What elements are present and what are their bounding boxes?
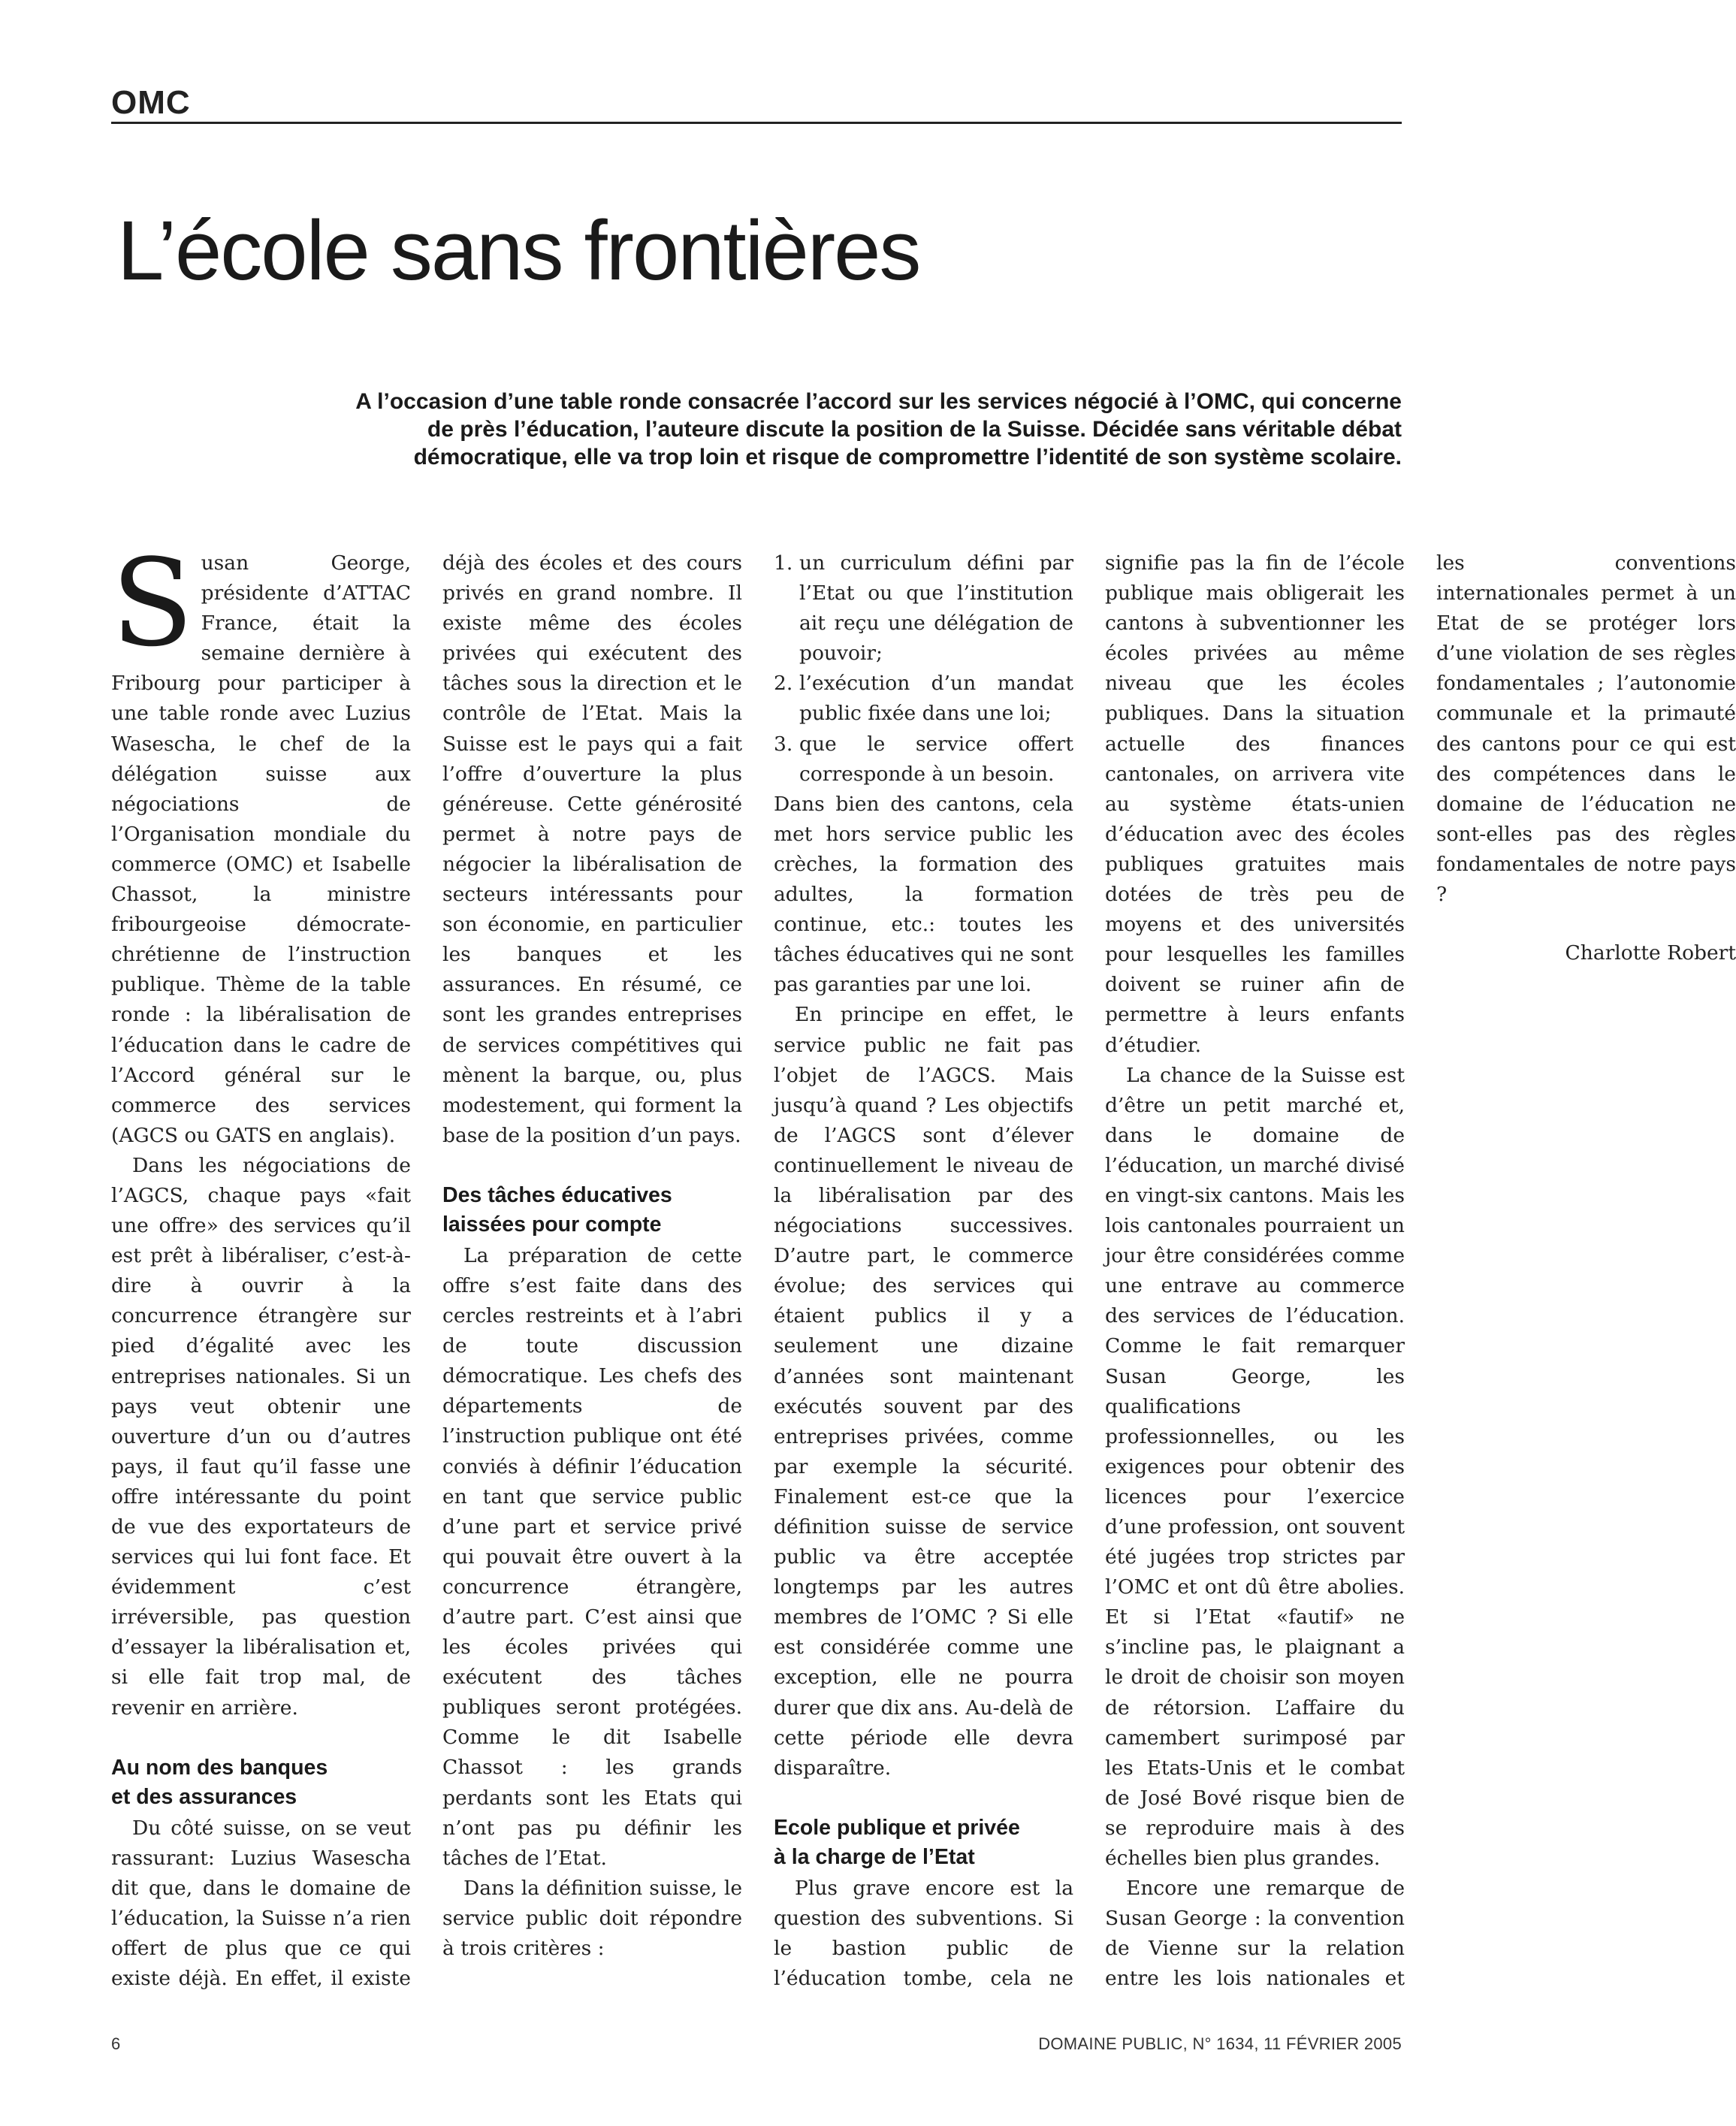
paragraph: Plus grave encore est la question des subventions. Si le bastion public de l’éducation tombe, cela ne signifie pas la fin de l’école publique mais obligerait les cantons à subventionner les écoles privées au même niveau que les écoles publiques. Dans la situation actuelle des finances cantonales, on arrivera vite au système états-unien d’éducation avec des écoles publiques gratuites mais dotées de très peu de moyens et des universités pour lesquelles les familles doivent se ruiner afin de permettre à leurs enfants d’étudier. <box>774 551 1405 1991</box>
subheading: Des tâches éducatives laissées pour compte <box>442 1182 672 1237</box>
lead-line: démocratique, elle va trop loin et risque de compromettre l’identité de son système scolaire. <box>413 445 1402 470</box>
article-lead <box>111 388 1402 471</box>
drop-cap: S <box>111 533 194 673</box>
paragraph: Dans les négociations de l’AGCS, chaque pays «fait une offre» des services qu’il est prêt à libéraliser, c’est-à-dire à ouvrir à la concurrence étrangère sur pied d’égalité avec les entreprises nationales. Si un pays veut obtenir une ouverture d’un ou d’autres pays, il faut qu’il fasse une offre intéressante du point de vue des exportateurs de services qui lui font face. Et évidemment c’est irréversible, pas question d’essayer la libéralisation et, si elle fait trop mal, de revenir en arrière. <box>111 1153 411 1720</box>
author-signature: Charlotte Robert <box>1565 941 1736 965</box>
paragraph: Encore une remarque de Susan George : la convention de Vienne sur la relation entre les lois nationales et les conventions internationales permet à un Etat de se protéger lors d’une violation de ses règles fondamentales ; l’autonomie communale et la primauté des cantons pour ce qui est des compétences dans le domaine de l’éducation ne sont-elles pas des règles fondamentales de notre pays ? <box>1105 551 1736 1991</box>
lead-line: A l’occasion d’une table ronde consacrée l’accord sur les services négocié à l’OMC, qui concerne <box>355 389 1402 414</box>
publication-info: DOMAINE PUBLIC, N° 1634, 11 FÉVRIER 2005 <box>1038 2034 1402 2053</box>
list-item: 3. que le service offert corresponde à un besoin. <box>774 732 1073 786</box>
list-item: 1. un curriculum défini par l’Etat ou que l’institution ait reçu une délégation de pouvoir; <box>774 551 1073 666</box>
subheading: Ecole publique et privée à la charge de l’Etat <box>774 1815 1020 1869</box>
article-title: L’école sans frontières <box>117 204 920 297</box>
paragraph: Susan George, présidente d’ATTAC France, était la semaine dernière à Fribourg pour participer à une table ronde avec Luzius Wasescha, le chef de la délégation suisse aux négociations de l’Organisation mondiale du commerce (OMC) et Isabelle Chassot, la ministre fribourgeoise démocrate-chrétienne de l’instruction publique. Thème de la table ronde : la libéralisation de l’éducation dans le cadre de l’Accord général sur le commerce des services (AGCS ou GATS en anglais). <box>111 533 411 1147</box>
article-body <box>111 533 1736 2021</box>
lead-line: de près l’éducation, l’auteure discute la position de la Suisse. Décidée sans véritable débat <box>427 417 1402 442</box>
paragraph: Dans la définition suisse, le service public doit répondre à trois critères : <box>442 1876 742 1961</box>
page-number: 6 <box>111 2034 121 2053</box>
paragraph: La préparation de cette offre s’est faite dans des cercles restreints et à l’abri de toute discussion démocratique. Les chefs des départements de l’instruction publique ont été conviés à définir l’éducation en tant que service public d’une part et service privé qui pouvait être ouvert à la concurrence étrangère, d’autre part. C’est ainsi que les écoles privées qui exécutent des tâches publiques seront protégées. Comme le dit Isabelle Chassot : les grands perdants sont les Etats qui n’ont pas pu définir les tâches de l’Etat. <box>442 1243 742 1870</box>
section-rule <box>111 122 1402 124</box>
section-tag: OMC <box>111 84 191 121</box>
list-item: 2. l’exécution d’un mandat public fixée dans une loi; <box>774 672 1073 726</box>
paragraph: En principe en effet, le service public ne fait pas l’objet de l’AGCS. Mais jusqu’à quand ? Les objectifs de l’AGCS sont d’élever continuellement le niveau de la libéralisation par des négociations successives. D’autre part, le commerce évolue; des services qui étaient publics il y a seulement une dizaine d’années sont maintenant exécutés souvent par des entreprises privées, comme par exemple la sécurité. Finalement est-ce que la définition suisse de service public va être acceptée longtemps par les autres membres de l’OMC ? Si elle est considérée comme une exception, elle ne pourra durer que dix ans. Au-delà de cette période elle devra disparaître. <box>774 1003 1073 1780</box>
paragraph: La chance de la Suisse est d’être un petit marché et, dans le domaine de l’éducation, un marché divisé en vingt-six cantons. Mais les lois cantonales pourraient un jour être considérées comme une entrave au commerce des services de l’éducation. Comme le fait remarquer Susan George, les qualifications professionnelles, ou les exigences pour obtenir des licences pour l’exercice d’une profession, ont souvent été jugées trop strictes par l’OMC et ont dû être abolies. Et si l’Etat «fautif» ne s’incline pas, le plaignant a le droit de choisir son moyen de rétorsion. L’affaire du camembert surimposé par les Etats-Unis et le combat de José Bové risque bien de se reproduire mais à des échelles bien plus grandes. <box>1105 1063 1405 1871</box>
criteria-list <box>774 548 1073 790</box>
paragraph: Dans bien des cantons, cela met hors service public les crèches, la formation des adultes, la formation continue, etc.: toutes les tâches éducatives qui ne sont pas garanties par une loi. <box>774 792 1073 997</box>
paragraph: Du côté suisse, on se veut rassurant: Luzius Wasescha dit que, dans le domaine de l’éducation, la Suisse n’a rien offert de plus que ce qui existe déjà. En effet, il existe déjà des écoles et des cours privés en grand nombre. Il existe même des écoles privées qui exécutent des tâches sous la direction et le contrôle de l’Etat. Mais la Suisse est le pays qui a fait l’offre d’ouverture la plus généreuse. Cette générosité permet à notre pays de négocier la libéralisation de secteurs intéressants pour son économie, en particulier les banques et les assurances. En résumé, ce sont les grandes entreprises de services compétitives qui mènent la barque, ou, plus modestement, qui forment la base de la position d’un pays. <box>111 551 742 1991</box>
subheading: Au nom des banques et des assurances <box>111 1755 328 1809</box>
